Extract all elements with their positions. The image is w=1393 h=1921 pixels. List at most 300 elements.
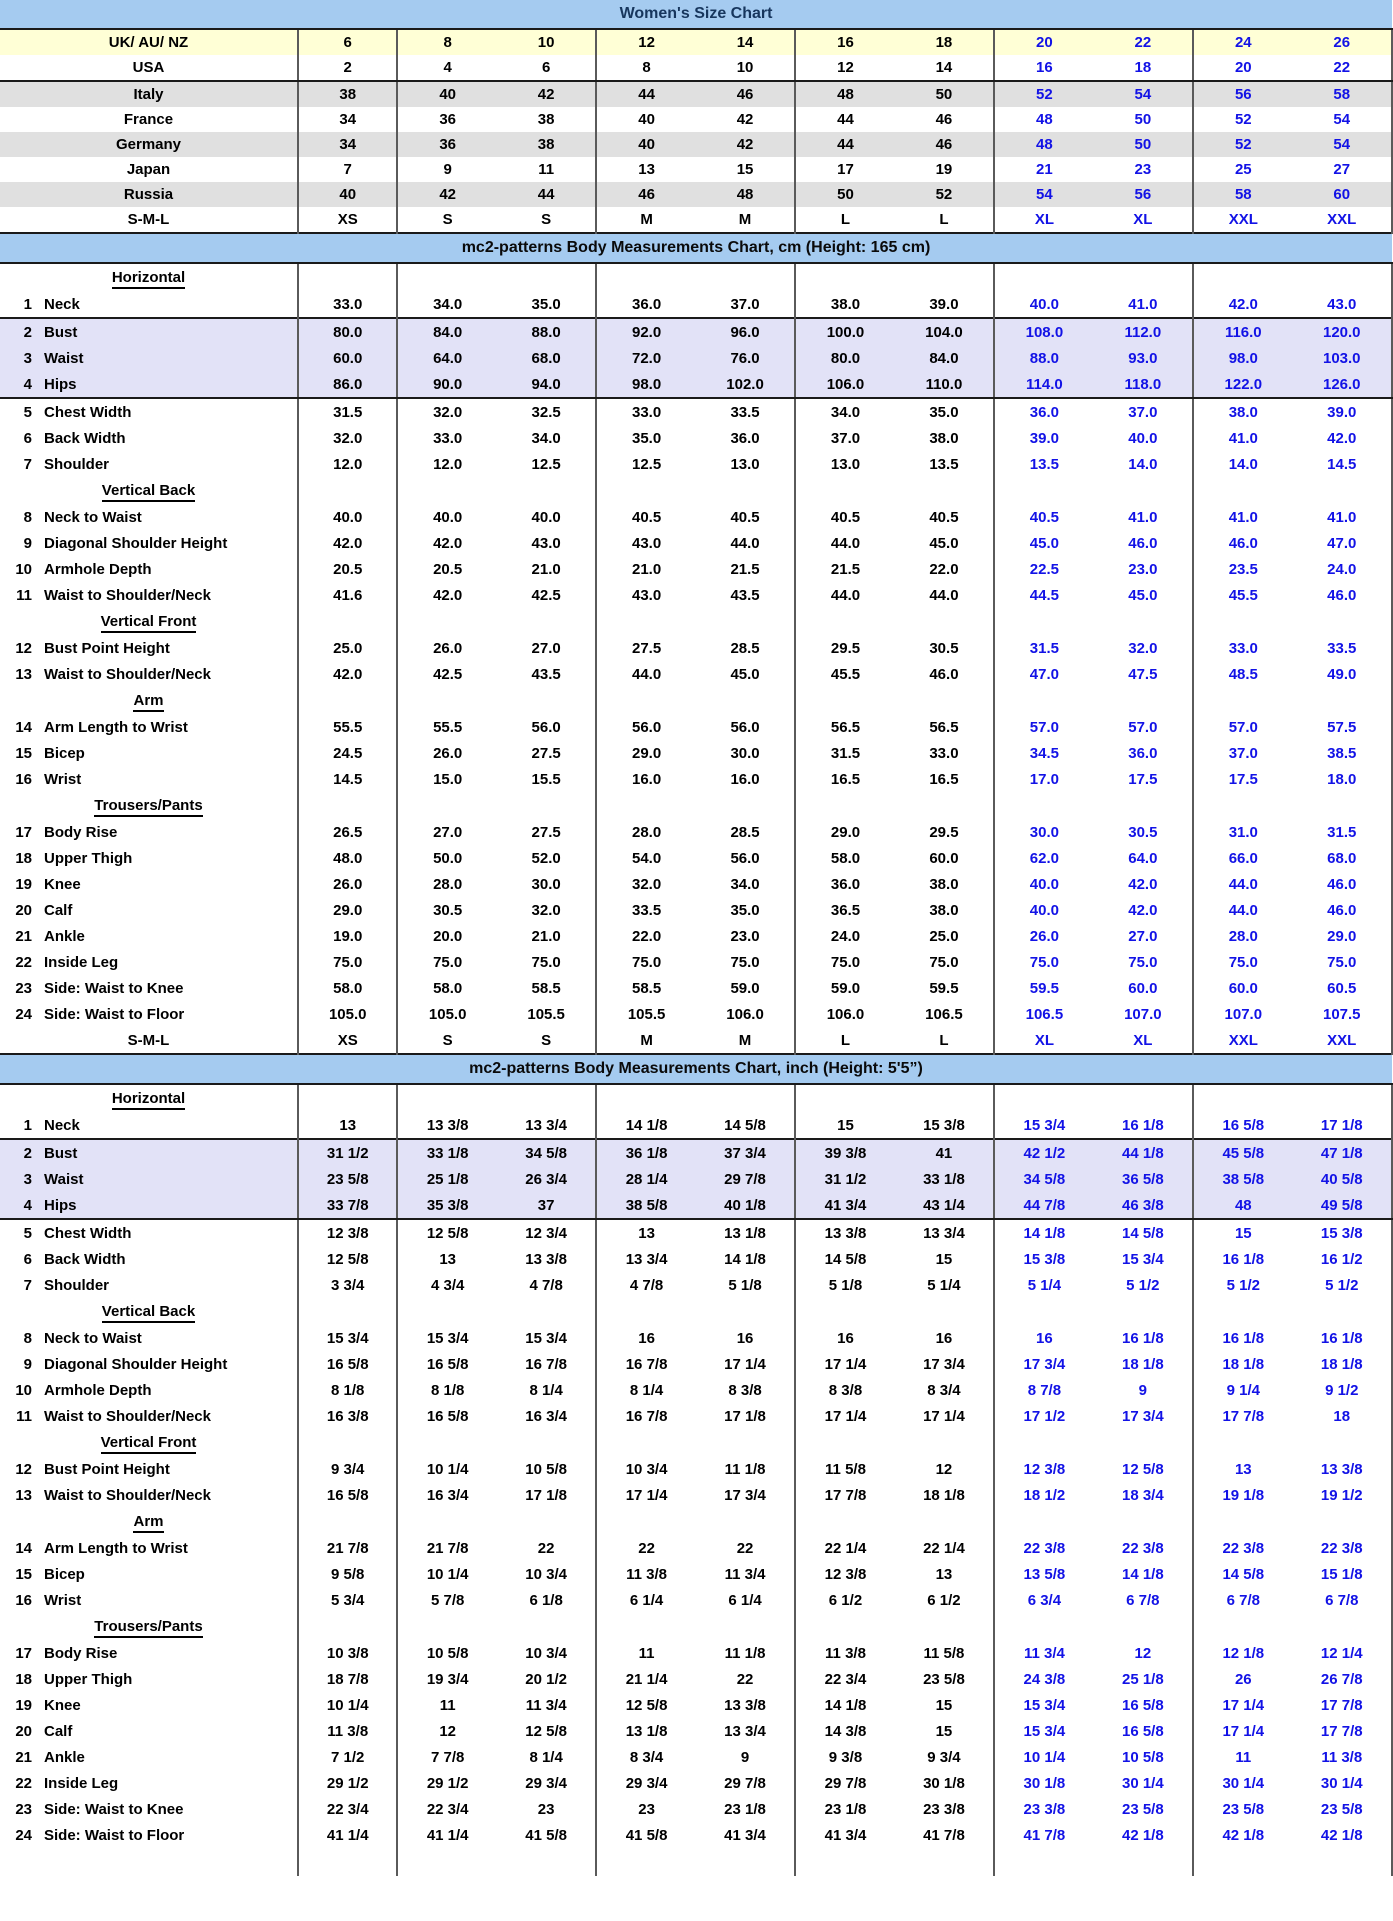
table-row [0,1084,1392,1112]
measurement-row-label-cell [0,635,298,661]
table-row [0,1192,1392,1219]
value-cell: 32.0 [497,897,596,923]
value-cell: 29 7/8 [824,1774,867,1792]
value-cell: XS [298,1027,397,1054]
value-cell [298,1613,397,1640]
value-cell: 23 5/8 [1094,1796,1193,1822]
row-number: 24 [15,1005,32,1023]
value-cell: 16 1/8 [1222,1250,1265,1268]
row-label: Ankle [44,1748,85,1766]
value-cell: 54.0 [631,849,662,867]
value-cell: 41 1/4 [298,1822,397,1848]
value-cell [994,608,1093,635]
value-cell [1094,792,1193,819]
value-cell: 41.0 [1094,291,1193,318]
value-cell: 22 [1094,29,1193,55]
table-row [0,81,1392,107]
value-cell [397,477,496,504]
value-cell [298,1084,397,1112]
value-cell: 9 3/8 [828,1748,863,1766]
section-header-label: Vertical Front [101,1434,197,1454]
value-cell: 22 [497,1535,596,1561]
value-cell: 22 [638,1539,655,1557]
value-cell: 34.0 [433,295,463,313]
table-row [0,1640,1392,1666]
value-cell: 13 [1234,1460,1252,1478]
value-cell: 40.0 [1094,425,1193,451]
value-cell: 58.0 [433,979,463,997]
value-cell: 14 1/8 [1094,1561,1193,1587]
value-cell: 39.0 [895,291,994,318]
section-header-label: Trousers/Pants [94,797,202,817]
value-cell [596,477,695,504]
measurement-row-label-cell [0,1325,298,1351]
value-cell: 18 1/8 [1222,1355,1265,1373]
value-cell: 19 [895,157,994,182]
value-cell [696,1508,795,1535]
measurement-row-label-cell [0,1456,298,1482]
value-cell [397,1429,496,1456]
value-cell: 9 [443,161,452,178]
section-header-cell [0,1298,298,1325]
value-cell: 59.5 [1029,979,1059,997]
value-cell: 23 1/8 [824,1800,867,1818]
value-cell: 64.0 [397,345,496,371]
value-cell: 44.5 [1029,586,1059,604]
row-label: Inside Leg [44,1774,119,1792]
value-cell: 12 [439,1722,457,1740]
value-cell: 6 7/8 [1226,1591,1260,1609]
measurement-row-label-cell [0,371,298,398]
value-cell: 11 3/8 [825,1644,866,1662]
row-number: 23 [15,1800,32,1818]
value-cell: 6 3/4 [1027,1591,1062,1609]
value-cell: 60.0 [1094,975,1193,1001]
value-cell: 44.0 [631,665,662,683]
value-cell: 46 [895,107,994,132]
value-cell: 26.0 [433,639,463,657]
value-cell: 45.5 [830,665,861,683]
value-cell: 42.0 [1094,897,1193,923]
measurement-row-label-cell [0,318,298,345]
row-number: 18 [15,849,32,867]
row-label: UK/ AU/ NZ [108,34,189,51]
value-cell [795,608,894,635]
value-cell: 15 3/4 [1023,1722,1066,1740]
value-cell [1193,608,1292,635]
value-cell: 42 [497,81,596,107]
conversion-section [0,29,1392,233]
value-cell: 105.0 [298,1001,397,1027]
value-cell: XXL [1228,1031,1258,1049]
conversion-row-label-cell [0,81,298,107]
value-cell: 13 5/8 [1023,1565,1066,1583]
value-cell: 5 3/4 [298,1587,397,1613]
table-row [0,1744,1392,1770]
value-cell: 16.5 [830,770,861,788]
value-cell: 26 7/8 [1293,1666,1392,1692]
value-cell: 86.0 [298,371,397,398]
value-cell: 9 [696,1744,795,1770]
value-cell: 21.0 [631,560,662,578]
value-cell: 20 1/2 [497,1666,596,1692]
value-cell [795,687,894,714]
table-row [0,1166,1392,1192]
row-label: Knee [44,875,81,893]
measurement-row-label-cell [0,1192,298,1219]
table-row [0,451,1392,477]
table-row [0,819,1392,845]
value-cell [795,1429,894,1456]
value-cell: 42.0 [1228,295,1258,313]
row-number: 2 [23,323,32,341]
table-row [0,1848,1392,1876]
value-cell: 42.5 [433,665,463,683]
value-cell: 6 [298,29,397,55]
value-cell: 15 [696,157,795,182]
value-cell: 44 [596,81,695,107]
value-cell: 21.5 [830,560,861,578]
row-number: 3 [23,349,32,367]
value-cell: 22 3/8 [1293,1535,1392,1561]
value-cell: 33.5 [1293,635,1392,661]
value-cell: 23 3/8 [1023,1800,1066,1818]
value-cell: 48 [696,182,795,207]
value-cell: 16.0 [696,766,795,792]
value-cell [596,792,695,819]
row-label: Waist [44,349,84,367]
value-cell: 23 5/8 [298,1166,397,1192]
value-cell: 9 1/4 [1226,1381,1260,1399]
value-cell: 90.0 [397,371,496,398]
value-cell: 44 [795,132,894,157]
value-cell: 75.0 [1094,949,1193,975]
value-cell: 21 7/8 [298,1535,397,1561]
row-label: Neck to Waist [44,508,142,526]
value-cell: 52 [895,182,994,207]
value-cell: 29.5 [830,639,861,657]
value-cell: 44 1/8 [1094,1139,1193,1166]
measurement-row-label-cell [0,1246,298,1272]
value-cell: 30 1/8 [1023,1774,1066,1792]
value-cell: 60.0 [298,345,397,371]
section-header-label: Horizontal [112,269,185,289]
value-cell [497,1613,596,1640]
measurement-row-label-cell [0,714,298,740]
value-cell: 40.0 [1029,901,1059,919]
value-cell: 13 [298,1112,397,1139]
row-label: Back Width [44,1250,126,1268]
value-cell: 28.5 [696,635,795,661]
value-cell: 16.5 [895,766,994,792]
row-number: 9 [23,534,32,552]
row-number: 10 [15,1381,32,1399]
value-cell: 58.0 [830,849,861,867]
value-cell: 40 5/8 [1293,1166,1392,1192]
value-cell: 29.5 [895,819,994,845]
value-cell: 7 1/2 [298,1744,397,1770]
value-cell: 18 1/2 [1023,1486,1066,1504]
value-cell: 40 [596,132,695,157]
value-cell: 44 [497,182,596,207]
value-cell: 56.0 [696,845,795,871]
value-cell: 5 1/2 [1293,1272,1392,1298]
table-row [0,157,1392,182]
value-cell: 47 1/8 [1293,1139,1392,1166]
row-label: Body Rise [44,1644,118,1662]
value-cell: 104.0 [895,318,994,345]
section-header-label: Arm [133,1513,163,1533]
value-cell: 56.5 [895,714,994,740]
value-cell: 10 1/4 [1023,1748,1066,1766]
value-cell: 30.5 [895,635,994,661]
value-cell: 80.0 [298,318,397,345]
value-cell: 18 7/8 [298,1666,397,1692]
value-cell [1094,608,1193,635]
value-cell: 26 [1293,29,1392,55]
value-cell: 68.0 [1293,845,1392,871]
value-cell: 13 3/4 [895,1219,994,1246]
value-cell: 12 5/8 [625,1696,668,1714]
row-number: 1 [23,295,32,313]
value-cell: L [840,211,851,228]
value-cell: 43.0 [1293,291,1392,318]
value-cell [298,263,397,291]
value-cell: 47.0 [1029,665,1059,683]
value-cell: 14 1/8 [1023,1224,1066,1242]
measurement-row-label-cell [0,1822,298,1848]
row-label: Side: Waist to Floor [44,1005,185,1023]
section-header-cell [0,1613,298,1640]
value-cell: 118.0 [1094,371,1193,398]
section-header-cell [0,1429,298,1456]
value-cell: 8 1/8 [298,1377,397,1403]
value-cell: 23 3/8 [895,1796,994,1822]
row-number: 7 [23,1276,32,1294]
value-cell: 12 5/8 [426,1224,469,1242]
row-label: Italy [133,86,164,103]
table-row [0,1027,1392,1054]
value-cell: 17 1/8 [696,1403,795,1429]
value-cell: 25.0 [298,635,397,661]
value-cell [696,477,795,504]
value-cell: 14 1/8 [625,1116,668,1134]
value-cell: 55.5 [298,714,397,740]
value-cell: 15 3/4 [298,1325,397,1351]
value-cell: 17 1/4 [696,1351,795,1377]
value-cell: 21.0 [497,923,596,949]
value-cell: 15 [895,1692,994,1718]
table-row [0,1001,1392,1027]
measurement-row-label-cell [0,1692,298,1718]
row-label: Chest Width [44,403,132,421]
value-cell: 13.0 [830,455,861,473]
value-cell [895,477,994,504]
value-cell: 122.0 [1193,371,1292,398]
value-cell: 5 1/8 [696,1272,795,1298]
value-cell: 33.5 [631,901,662,919]
value-cell: 84.0 [397,318,496,345]
value-cell [497,1298,596,1325]
row-number: 14 [15,718,32,736]
value-cell: 47.0 [1293,530,1392,556]
value-cell: 126.0 [1293,371,1392,398]
value-cell: 14 1/8 [696,1246,795,1272]
value-cell: 43.5 [696,582,795,608]
value-cell: 23 [638,1800,655,1818]
value-cell: 105.0 [428,1005,467,1023]
value-cell: 10 [696,55,795,81]
value-cell: 40.0 [1029,295,1059,313]
row-number: 8 [23,1329,32,1347]
value-cell: S [442,1031,453,1049]
table-row [0,975,1392,1001]
row-label: Waist to Shoulder/Neck [44,1486,211,1504]
value-cell: 42 1/2 [994,1139,1093,1166]
value-cell [994,1848,1093,1876]
value-cell [795,1084,894,1112]
value-cell: 11 3/4 [1023,1644,1065,1662]
value-cell: 107.5 [1293,1001,1392,1027]
measurement-row-label-cell [0,1796,298,1822]
value-cell: 30 1/4 [1222,1774,1265,1792]
row-label: Bust [44,323,78,341]
row-number: 14 [15,1539,32,1557]
value-cell: 29 3/4 [625,1774,668,1792]
value-cell [596,1298,695,1325]
value-cell: 41 3/4 [824,1826,867,1844]
value-cell: 26 [1234,1670,1252,1688]
value-cell: 13 [638,161,655,178]
value-cell [895,1429,994,1456]
measurement-row-label-cell [0,1744,298,1770]
value-cell: 16 7/8 [497,1351,596,1377]
value-cell: 35.0 [497,291,596,318]
value-cell: 34 5/8 [994,1166,1093,1192]
value-cell: 43.0 [497,530,596,556]
value-cell [298,608,397,635]
value-cell: 40.5 [895,504,994,530]
row-label: Ankle [44,927,85,945]
value-cell: 42 1/8 [1222,1826,1265,1844]
conversion-row-label-cell [0,132,298,157]
value-cell [596,1613,695,1640]
row-number: 13 [15,665,32,683]
measurement-row-label-cell [0,975,298,1001]
value-cell: 13 [638,1224,655,1242]
measurement-row-label-cell [0,661,298,687]
value-cell: 75.0 [298,949,397,975]
value-cell: 38.0 [895,897,994,923]
value-cell: 75.0 [497,949,596,975]
table-row [0,949,1392,975]
table-row [0,1377,1392,1403]
value-cell: 16 [837,1329,854,1347]
value-cell: 6 1/4 [696,1587,795,1613]
value-cell: 17 7/8 [1293,1692,1392,1718]
value-cell: 17.5 [1094,766,1193,792]
value-cell: 11 [439,1696,456,1714]
value-cell [696,1848,795,1876]
value-cell [497,687,596,714]
measurement-row-label-cell [0,871,298,897]
value-cell: 11 [638,1644,655,1662]
table-row [0,740,1392,766]
value-cell: 40 [638,111,655,128]
value-cell: 16 5/8 [426,1407,469,1425]
value-cell: 38 [497,107,596,132]
row-label: Bicep [44,744,85,762]
value-cell: 31 1/2 [795,1166,894,1192]
value-cell: 88.0 [994,345,1093,371]
value-cell: 56.5 [830,718,861,736]
value-cell: 2 [298,55,397,81]
value-cell: 46 3/8 [1094,1192,1193,1219]
conversion-row-label-cell [0,55,298,81]
value-cell: 22 3/8 [1222,1539,1265,1557]
table-row [0,1666,1392,1692]
value-cell: 23 5/8 [895,1666,994,1692]
value-cell: 27 [1293,157,1392,182]
value-cell [895,792,994,819]
value-cell: 13 [439,1250,457,1268]
row-number: 17 [15,823,32,841]
row-label: Waist to Shoulder/Neck [44,586,211,604]
value-cell [895,1848,994,1876]
value-cell: 110.0 [895,371,994,398]
value-cell: 16 [1036,1329,1053,1347]
value-cell: M [640,1031,653,1049]
value-cell: 47.5 [1094,661,1193,687]
value-cell: 15.0 [433,770,463,788]
row-number: 22 [15,1774,32,1792]
measurement-row-label-cell [0,1403,298,1429]
value-cell [1293,263,1392,291]
value-cell: 23.0 [696,923,795,949]
value-cell: 26.5 [298,819,397,845]
value-cell: 10 5/8 [1094,1744,1193,1770]
value-cell: 42.5 [497,582,596,608]
value-cell: 34 [298,107,397,132]
value-cell [994,1508,1093,1535]
value-cell: 23.0 [1094,556,1193,582]
value-cell [1293,687,1392,714]
value-cell: 38 5/8 [1193,1166,1292,1192]
value-cell: 16 5/8 [298,1482,397,1508]
value-cell [596,263,695,291]
value-cell [1193,477,1292,504]
section-header-label: Vertical Front [101,613,197,633]
table-row [0,233,1392,263]
value-cell: 100.0 [795,318,894,345]
value-cell: 30.5 [1094,819,1193,845]
row-label: Calf [44,1722,73,1740]
value-cell: 17 7/8 [824,1486,867,1504]
value-cell: 76.0 [696,345,795,371]
table-row [0,207,1392,233]
row-label: Chest Width [44,1224,132,1242]
value-cell: 14 5/8 [1094,1219,1193,1246]
value-cell: 112.0 [1094,318,1193,345]
measurement-row-label-cell [0,1001,298,1027]
value-cell: 17 3/4 [1023,1355,1066,1373]
value-cell: 12 5/8 [1094,1456,1193,1482]
value-cell: 12 3/8 [824,1565,867,1583]
value-cell: 12 3/8 [1023,1460,1066,1478]
value-cell: 42.0 [433,586,463,604]
value-cell: 16 5/8 [426,1355,469,1373]
value-cell: 32.0 [1094,635,1193,661]
